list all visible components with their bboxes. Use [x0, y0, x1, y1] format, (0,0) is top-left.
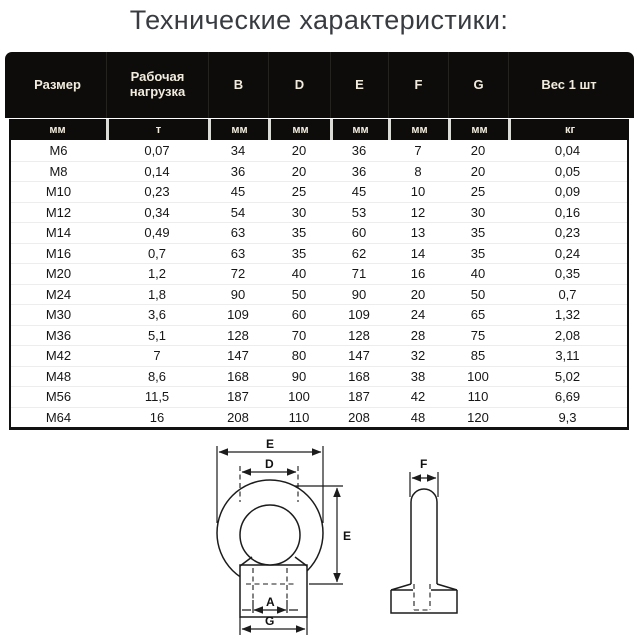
- table-cell: 14: [410, 245, 426, 261]
- table-cell: 0,09: [554, 184, 581, 200]
- table-cell: 90: [291, 368, 307, 384]
- table-cell: 24: [410, 307, 426, 323]
- unit-cell: мм: [330, 119, 388, 140]
- table-cell: 109: [227, 307, 249, 323]
- table-cell: 147: [348, 348, 370, 364]
- table-cell: 7: [153, 348, 161, 364]
- spec-table-body: [9, 140, 629, 430]
- table-cell: 168: [227, 368, 249, 384]
- table-cell: 100: [288, 389, 310, 405]
- table-cell: 28: [410, 327, 426, 343]
- table-row: [11, 345, 627, 366]
- table-cell: 0,04: [554, 142, 581, 158]
- table-cell: 48: [410, 409, 426, 425]
- table-cell: 1,2: [147, 266, 167, 282]
- table-cell: 208: [227, 409, 249, 425]
- table-cell: M42: [45, 348, 72, 364]
- dim-label-e-side: E: [343, 529, 352, 543]
- table-row: [11, 304, 627, 325]
- table-row: [11, 366, 627, 387]
- table-cell: 38: [410, 368, 426, 384]
- table-cell: 71: [351, 266, 367, 282]
- table-row: [11, 386, 627, 407]
- table-cell: 0,16: [554, 204, 581, 220]
- table-cell: 35: [470, 225, 486, 241]
- table-cell: 8,6: [147, 368, 167, 384]
- unit-cell: т: [106, 119, 208, 140]
- column-header-d: D: [268, 52, 330, 118]
- table-cell: 0,49: [144, 225, 170, 241]
- table-cell: 62: [351, 245, 367, 261]
- table-cell: M48: [45, 368, 72, 384]
- table-cell: 208: [348, 409, 370, 425]
- table-cell: 20: [291, 163, 307, 179]
- table-cell: M56: [45, 389, 72, 405]
- table-row: [11, 325, 627, 346]
- table-cell: 40: [291, 266, 307, 282]
- table-cell: 30: [291, 204, 307, 220]
- dim-label-a: A: [266, 595, 275, 609]
- table-cell: 53: [351, 204, 367, 220]
- table-cell: 20: [410, 286, 426, 302]
- table-cell: M16: [45, 245, 72, 261]
- table-cell: 35: [291, 225, 307, 241]
- unit-cell: мм: [388, 119, 448, 140]
- table-cell: 25: [470, 184, 486, 200]
- table-cell: M64: [45, 409, 72, 425]
- table-cell: 36: [230, 163, 246, 179]
- page-title: Технические характеристики:: [129, 5, 509, 35]
- table-cell: 5,1: [147, 327, 167, 343]
- table-cell: 0,35: [554, 266, 581, 282]
- table-cell: 109: [348, 307, 370, 323]
- table-cell: 128: [227, 327, 249, 343]
- unit-cell: кг: [508, 119, 629, 140]
- table-cell: 0,23: [144, 184, 170, 200]
- table-cell: 20: [470, 142, 486, 158]
- column-header-f: F: [388, 52, 448, 118]
- front-view-drawing: [217, 437, 351, 635]
- unit-cell: мм: [448, 119, 508, 140]
- table-cell: 45: [230, 184, 246, 200]
- table-row: [11, 263, 627, 284]
- table-cell: 60: [351, 225, 367, 241]
- table-cell: 12: [410, 204, 426, 220]
- table-cell: 5,02: [554, 368, 581, 384]
- table-cell: 1,8: [147, 286, 167, 302]
- table-row: [11, 202, 627, 223]
- table-cell: 0,7: [558, 286, 577, 302]
- table-cell: 20: [291, 142, 307, 158]
- dim-label-f: F: [420, 457, 428, 471]
- table-row: [11, 243, 627, 264]
- column-header-e: E: [330, 52, 388, 118]
- table-cell: 16: [149, 409, 165, 425]
- table-cell: 50: [291, 286, 307, 302]
- table-cell: 35: [470, 245, 486, 261]
- dim-label-e-top: E: [266, 437, 275, 451]
- table-cell: 32: [410, 348, 426, 364]
- table-cell: 60: [291, 307, 307, 323]
- table-cell: 25: [291, 184, 307, 200]
- table-cell: 100: [467, 368, 489, 384]
- side-view-drawing: [391, 457, 457, 613]
- table-row: [11, 161, 627, 182]
- table-cell: 0,23: [554, 225, 581, 241]
- table-cell: 90: [230, 286, 246, 302]
- table-cell: 35: [291, 245, 307, 261]
- table-cell: 16: [410, 266, 426, 282]
- table-cell: 8: [414, 163, 422, 179]
- table-cell: 50: [470, 286, 486, 302]
- table-cell: 120: [467, 409, 489, 425]
- dim-label-d: D: [265, 457, 274, 471]
- table-row: [11, 284, 627, 305]
- table-cell: 42: [410, 389, 426, 405]
- table-cell: 40: [470, 266, 486, 282]
- table-cell: 3,6: [147, 307, 167, 323]
- table-cell: 2,08: [554, 327, 581, 343]
- table-cell: 187: [348, 389, 370, 405]
- table-cell: 75: [470, 327, 486, 343]
- column-header-size: Размер: [34, 76, 81, 92]
- table-cell: 168: [348, 368, 370, 384]
- table-cell: 0,14: [144, 163, 170, 179]
- table-cell: 11,5: [144, 389, 170, 405]
- table-cell: 13: [410, 225, 426, 241]
- table-cell: M10: [45, 184, 72, 200]
- unit-cell: мм: [208, 119, 268, 140]
- table-cell: M8: [49, 163, 68, 179]
- table-cell: 3,11: [555, 348, 580, 364]
- table-cell: 90: [351, 286, 367, 302]
- table-cell: 45: [351, 184, 367, 200]
- table-cell: 63: [230, 225, 246, 241]
- table-cell: 54: [230, 204, 246, 220]
- dim-label-g: G: [265, 614, 275, 628]
- table-cell: 6,69: [554, 389, 581, 405]
- table-cell: 147: [227, 348, 249, 364]
- table-cell: M24: [45, 286, 72, 302]
- column-header-g: G: [448, 52, 508, 118]
- table-cell: 80: [291, 348, 307, 364]
- table-cell: 36: [351, 142, 367, 158]
- table-cell: 0,34: [144, 204, 170, 220]
- eye-nut-technical-drawing: [0, 432, 638, 639]
- table-cell: 1,32: [554, 307, 581, 323]
- table-cell: 72: [230, 266, 246, 282]
- table-cell: 36: [351, 163, 367, 179]
- table-row: [11, 181, 627, 202]
- column-header-weight: Вес 1 шт: [508, 52, 629, 118]
- table-cell: 110: [467, 389, 489, 405]
- table-cell: M20: [45, 266, 72, 282]
- table-cell: M6: [49, 142, 68, 158]
- table-cell: M12: [45, 204, 72, 220]
- spec-table-units-row: [9, 119, 629, 140]
- table-cell: 9,3: [558, 409, 577, 425]
- table-cell: 187: [227, 389, 249, 405]
- table-cell: 128: [348, 327, 370, 343]
- table-cell: 110: [288, 409, 310, 425]
- table-cell: 0,24: [554, 245, 581, 261]
- table-cell: 30: [470, 204, 486, 220]
- table-row: [11, 222, 627, 243]
- table-cell: 0,07: [144, 142, 170, 158]
- column-header-working-load: Рабочая нагрузка: [106, 52, 208, 118]
- table-cell: 85: [470, 348, 486, 364]
- spec-table-header: [5, 52, 634, 118]
- table-cell: M36: [45, 327, 72, 343]
- table-cell: 7: [414, 142, 422, 158]
- table-cell: 20: [470, 163, 486, 179]
- table-cell: 0,05: [554, 163, 581, 179]
- table-cell: 65: [470, 307, 486, 323]
- table-cell: M30: [45, 307, 72, 323]
- column-header-b: B: [208, 52, 268, 118]
- table-cell: 34: [230, 142, 246, 158]
- table-cell: 70: [291, 327, 307, 343]
- table-cell: 10: [410, 184, 426, 200]
- table-cell: M14: [45, 225, 72, 241]
- table-row: [11, 140, 627, 161]
- unit-cell: мм: [268, 119, 330, 140]
- table-cell: 0,7: [147, 245, 167, 261]
- unit-cell: мм: [49, 123, 66, 136]
- table-row: [11, 407, 627, 428]
- table-cell: 63: [230, 245, 246, 261]
